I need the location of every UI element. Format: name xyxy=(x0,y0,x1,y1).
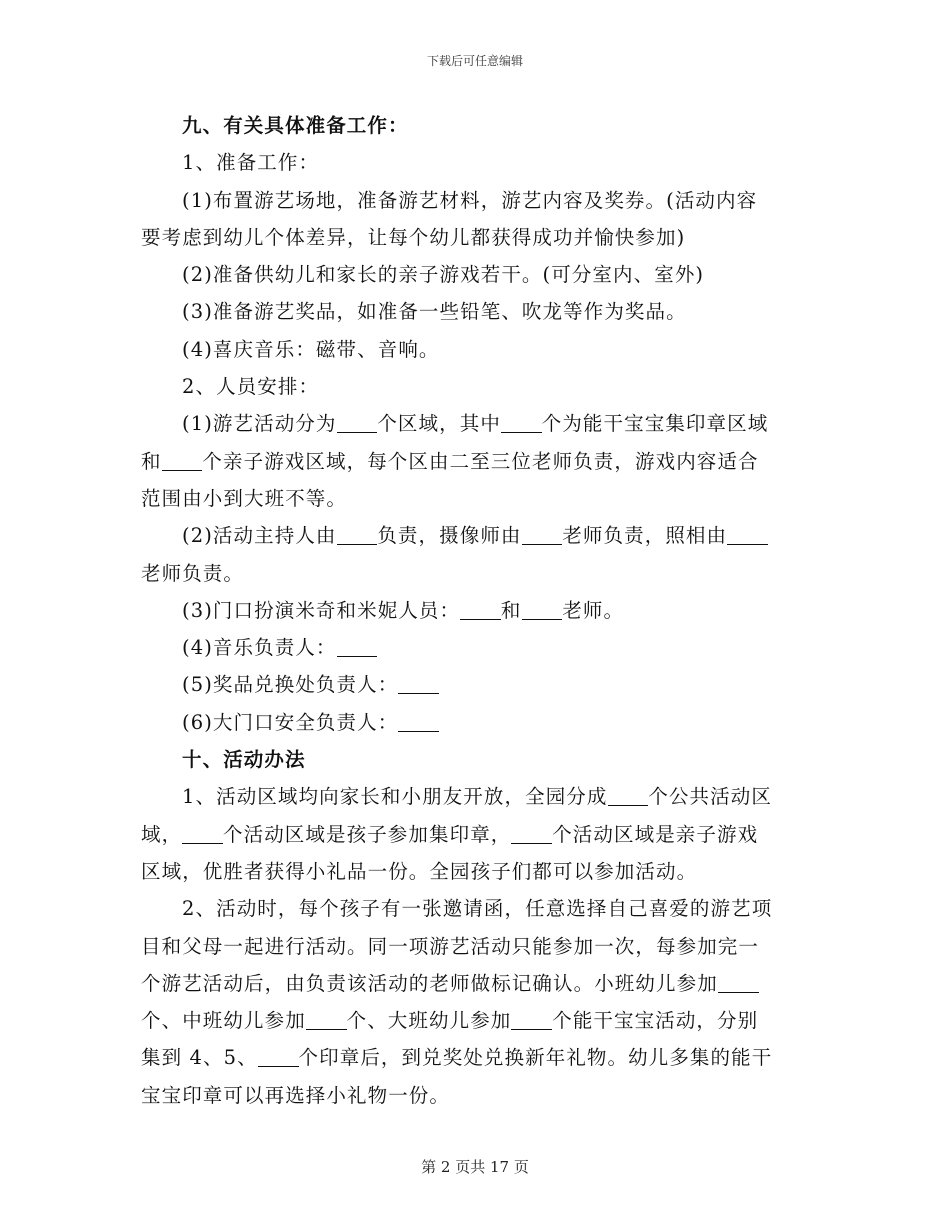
fill-in-blank xyxy=(511,823,552,844)
page-footer: 第 2 页共 17 页 xyxy=(421,1158,529,1176)
paragraph-line: 范围由小到大班不等。 xyxy=(141,486,348,510)
fill-in-blank xyxy=(337,413,378,434)
page-header: 下载后可任意编辑 xyxy=(426,54,523,68)
fill-in-blank xyxy=(522,599,563,620)
paragraph-line: (1)游艺活动分为 个区域，其中 个为能干宝宝集印章区域 xyxy=(182,412,769,436)
fill-in-blank xyxy=(306,1010,347,1031)
fill-in-blank xyxy=(258,1047,299,1068)
fill-in-blank xyxy=(162,450,203,471)
paragraph-line: (4)喜庆音乐：磁带、音响。 xyxy=(182,337,440,361)
fill-in-blank xyxy=(182,823,223,844)
fill-in-blank xyxy=(608,786,649,807)
section-heading: 十、活动办法 xyxy=(182,748,306,772)
fill-in-blank xyxy=(727,525,768,546)
paragraph-line: 集到 4、5、 个印章后，到兑奖处兑换新年礼物。幼儿多集的能干 xyxy=(141,1046,773,1070)
fill-in-blank xyxy=(337,525,378,546)
paragraph-line: 区域，优胜者获得小礼品一份。全园孩子们都可以参加活动。 xyxy=(141,859,698,883)
paragraph-line: 老师负责。 xyxy=(141,561,245,585)
paragraph-line: 目和父母一起进行活动。同一项游艺活动只能参加一次，每参加完一 xyxy=(141,934,760,958)
paragraph-line: 2、活动时，每个孩子有一张邀请函，任意选择自己喜爱的游艺项 xyxy=(182,897,773,921)
fill-in-blank xyxy=(522,525,563,546)
fill-in-blank xyxy=(337,637,378,658)
fill-in-blank xyxy=(398,674,439,695)
paragraph-line: (2)活动主持人由 负责，摄像师由 老师负责，照相由 xyxy=(141,517,809,554)
paragraph-line: 2、人员安排： xyxy=(182,375,320,399)
paragraph-line: 要考虑到幼儿个体差异，让每个幼儿都获得成功并愉快参加) xyxy=(141,225,686,249)
paragraph-line: 和 个亲子游戏区域，每个区由二至三位老师负责，游戏内容适合 xyxy=(141,449,759,473)
fill-in-blank xyxy=(398,711,439,732)
paragraph-line: 域， 个活动区域是孩子参加集印章， 个活动区域是亲子游戏 xyxy=(141,822,759,846)
document-body xyxy=(141,107,809,1114)
paragraph-line: (4)音乐负责人： xyxy=(141,629,809,666)
section-heading: 九、有关具体准备工作： xyxy=(182,114,409,137)
paragraph-line: (3)准备游艺奖品，如准备一些铅笔、吹龙等作为奖品。 xyxy=(182,300,687,324)
paragraph-line: (1)布置游艺场地，准备游艺材料，游艺内容及奖券。(活动内容 xyxy=(182,188,758,212)
paragraph-line: 宝宝印章可以再选择小礼物一份。 xyxy=(141,1083,451,1107)
paragraph-line: 1、准备工作： xyxy=(182,151,320,175)
paragraph-line: (6)大门口安全负责人： xyxy=(141,704,809,741)
fill-in-blank xyxy=(511,1010,552,1031)
paragraph-line: (2)准备供幼儿和家长的亲子游戏若干。(可分室内、室外) xyxy=(182,263,705,287)
paragraph-line: 1、活动区域均向家长和小朋友开放，全园分成 个公共活动区 xyxy=(182,785,772,809)
fill-in-blank xyxy=(460,599,501,620)
paragraph-line: (5)奖品兑换处负责人： xyxy=(141,666,809,703)
paragraph-line: 个游艺活动后，由负责该活动的老师做标记确认。小班幼儿参加 xyxy=(141,965,809,1002)
paragraph-line: (3)门口扮演米奇和米妮人员： 和 老师。 xyxy=(182,598,625,622)
paragraph-line: 个、中班幼儿参加 个、大班幼儿参加 个能干宝宝活动，分别 xyxy=(141,1009,759,1033)
fill-in-blank xyxy=(501,413,542,434)
fill-in-blank xyxy=(718,972,759,993)
